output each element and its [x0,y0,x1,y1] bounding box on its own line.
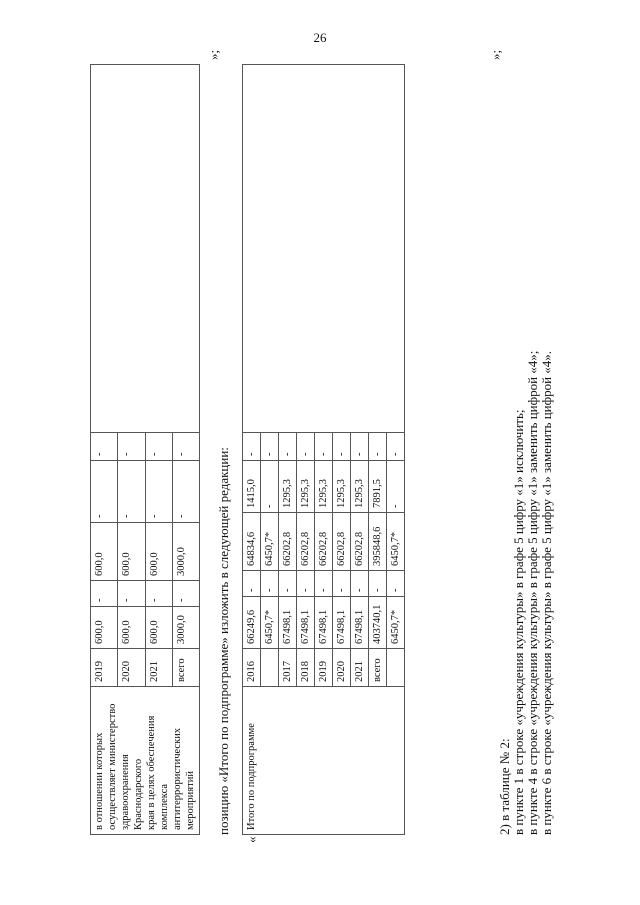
closing-quote: »; [206,49,221,60]
rotated-landscape-content [68,49,568,843]
note-line: в пункте 6 в строке «учреждения культуры» в графе 5 цифру «1» заменить цифрой «4». [539,350,554,835]
value-cell: - [91,581,118,607]
itogo-label-cell: Итого по подпрограмме [243,687,405,835]
closing-quote: »; [488,49,503,60]
table-row: 2020 600,0 - 600,0 - - [118,65,145,835]
empty-cell [243,65,405,433]
table-row: 6450,7* - 6450,7* - - [261,65,279,835]
table-row: Итого по подпрограмме 2016 66249,6 - 64834,6 1415,0 - [243,65,261,835]
empty-cell [91,65,200,433]
table-row: 2019 67498,1 - 66202,8 1295,3 - [315,65,333,835]
program-description-cell: в отношении которых осуществляет министерство здравоохранения Краснодарского края в целях обеспечения комплекса антитеррористических мероприятий [91,687,200,835]
page-number: 26 [313,30,327,45]
table-row: всего 3000,0 - 3000,0 - - [172,65,199,835]
amendment-notes [498,351,554,835]
note-line: в пункте 4 в строке «учреждения культуры» в графе 5 цифру «1» заменить цифрой «4»; [525,350,540,835]
itogo-table [242,64,405,835]
note-line: в пункте 1 в строке «учреждения культуры» в графе 5 цифру «1» исключить; [511,409,526,835]
table-row: 2021 67498,1 - 66202,8 1295,3 - [351,65,369,835]
table-row: 6450,7* - 6450,7* - - [387,65,405,835]
intro-text: позицию «Итого по подпрограмме» изложить в следующей редакции: [216,447,231,835]
year-cell: 2019 [91,649,118,687]
value-cell: 600,0 [91,607,118,649]
table-row: всего 403740,1 - 395848,6 7891,5 - [369,65,387,835]
table-row: 2018 67498,1 - 66202,8 1295,3 - [297,65,315,835]
year-cell: 2016 [243,649,261,687]
opening-quote: « [244,836,259,843]
value-cell: - [91,433,118,461]
value-cell: - [91,461,118,523]
table-row [91,65,118,835]
table-row: 2021 600,0 - 600,0 - - [145,65,172,835]
continued-table [90,64,200,835]
table-row: 2020 67498,1 - 66202,8 1295,3 - [333,65,351,835]
table-row: 2017 67498,1 - 66202,8 1295,3 - [279,65,297,835]
note-line: 2) в таблице № 2: [497,738,512,835]
value-cell: 600,0 [91,523,118,581]
